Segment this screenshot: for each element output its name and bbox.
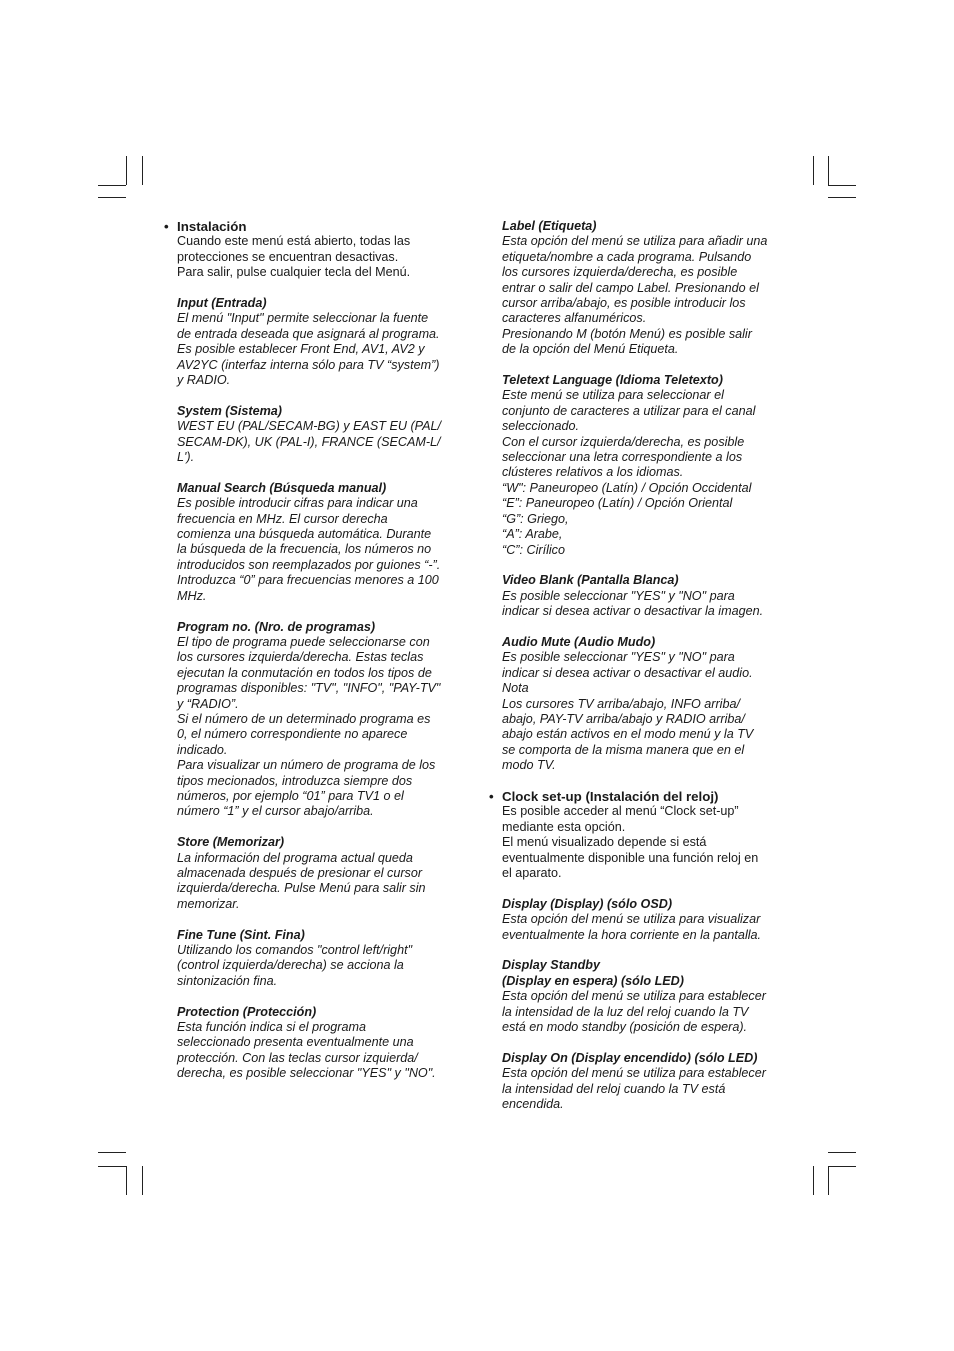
text-line: comienza una búsqueda automática. Durante <box>177 527 432 542</box>
text-line: indicado. <box>177 742 228 757</box>
text-line: programas disponibles: "TV", "INFO", "PAY-TV" <box>177 681 441 696</box>
item-body-fine-tune <box>177 943 474 989</box>
text-line: memorizar. <box>177 896 240 911</box>
text-line: la intensidad del reloj cuando la TV está <box>502 1081 726 1096</box>
item-title-display-standby <box>502 958 804 989</box>
text-line: AV2YC (interfaz interna sólo para TV “system”) <box>177 357 440 372</box>
item-body-teletext-language <box>502 388 804 557</box>
text-line: Introduzca “0” para frecuencias menores a 100 <box>177 573 439 588</box>
text-line: indicar si desea activar o desactivar el audio. <box>502 665 753 680</box>
item-body-system <box>177 419 474 465</box>
text-line: seleccionado presenta eventualmente una <box>177 1035 414 1050</box>
text-line: número “1” y el cursor abajo/arriba. <box>177 804 374 819</box>
text-line: “G”: Griego, <box>502 511 569 526</box>
text-line: El menú visualizado depende si está <box>502 835 707 850</box>
text-line: Esta opción del menú se utiliza para establecer <box>502 989 766 1004</box>
text-line: Es posible acceder al menú “Clock set-up” <box>502 804 739 819</box>
text-line: 0, el número correspondiente no aparece <box>177 727 408 742</box>
item-title-system: System (Sistema) <box>177 403 282 418</box>
item-title-label: Label (Etiqueta) <box>502 219 597 233</box>
text-line: eventualmente disponible una función reloj en <box>502 850 759 865</box>
item-title-store: Store (Memorizar) <box>177 835 285 850</box>
text-line: Display (Display) (sólo OSD) <box>502 896 673 911</box>
text-line: Para salir, pulse cualquier tecla del Menú. <box>177 265 411 280</box>
text-line: cursor arriba/abajo, es posible introducir los <box>502 296 746 311</box>
text-line: caracteres alfanuméricos. <box>502 311 647 326</box>
text-line: “W": Paneuropeo (Latín) / Opción Occidental <box>502 480 752 495</box>
text-line: abajo están activos en el modo menú y la TV <box>502 727 754 742</box>
text-line: Esta opción del menú se utiliza para visualizar <box>502 912 761 927</box>
text-line: está en modo standby (posición de espera). <box>502 1020 748 1035</box>
section-body <box>489 804 804 1112</box>
text-line: derecha, es posible seleccionar "YES" y "NO". <box>177 1066 436 1081</box>
text-line: números, por ejemplo “01” para TV1 o el <box>177 788 404 803</box>
text-line: (Display en espera) (sólo LED) <box>502 973 684 988</box>
text-line: la búsqueda de la frecuencia, los números no <box>177 542 432 557</box>
text-line: sintonización fina. <box>177 973 278 988</box>
text-line: Utilizando los comandos "control left/right" <box>177 943 413 957</box>
item-title-input: Input (Entrada) <box>177 296 267 311</box>
text-line: Es posible establecer Front End, AV1, AV2 y <box>177 342 425 357</box>
crop-mark <box>828 185 856 186</box>
text-line: tipos mecionados, introduzca siempre dos <box>177 773 413 788</box>
text-line: Esta opción del menú se utiliza para establecer <box>502 1066 766 1081</box>
text-line: protecciones se encuentran desactivas. <box>177 249 399 264</box>
text-line: Cuando este menú está abierto, todas las <box>177 234 411 249</box>
text-line: y RADIO. <box>177 373 231 388</box>
text-line: el aparato. <box>502 866 562 880</box>
item-body-protection <box>177 1020 474 1082</box>
text-line: de entrada deseada que asignará al programa. <box>177 326 440 341</box>
text-line: modo TV. <box>502 758 556 773</box>
text-line: “E”: Paneuropeo (Latín) / Opción Oriental <box>502 496 733 511</box>
text-line: Los cursores TV arriba/abajo, INFO arriba/ <box>502 696 740 711</box>
text-line: conjunto de caracteres a utilizar para el canal <box>502 403 756 418</box>
text-line: Si el número de un determinado programa es <box>177 711 431 726</box>
crop-mark <box>828 1152 856 1153</box>
item-body-display-osd <box>502 912 804 943</box>
text-line: “A”: Arabe, <box>502 527 563 542</box>
crop-mark <box>828 156 829 185</box>
item-body-label <box>502 234 804 357</box>
text-line: indicar si desea activar o desactivar la imagen. <box>502 604 764 619</box>
text-line: y “RADIO”. <box>177 696 239 711</box>
text-line: Display On (Display encendido) (sólo LED) <box>502 1050 758 1065</box>
text-line: SECAM-DK), UK (PAL-I), FRANCE (SECAM-L/ <box>177 434 441 449</box>
text-line: almacenada después de presionar el cursor <box>177 865 423 880</box>
crop-mark <box>828 197 856 198</box>
item-title-display-on <box>502 1051 804 1066</box>
text-line: Nota <box>502 681 529 696</box>
text-line: Esta función indica si el programa <box>177 1020 367 1035</box>
text-line: entrar o salir del campo Label. Presionando el <box>502 280 759 295</box>
text-line: El tipo de programa puede seleccionarse con <box>177 634 430 649</box>
text-line: clústeres relativos a los idiomas. <box>502 465 684 480</box>
crop-mark <box>142 1166 143 1195</box>
left-column <box>164 219 474 1082</box>
text-line: eventualmente la hora corriente en la pantalla. <box>502 927 762 942</box>
crop-mark <box>98 1152 126 1153</box>
item-title-audio-mute: Audio Mute (Audio Mudo) <box>502 634 656 649</box>
text-line: La información del programa actual queda <box>177 850 413 865</box>
item-title-video-blank: Video Blank (Pantalla Blanca) <box>502 573 679 588</box>
text-line: los cursores izquierda/derecha, es posible <box>502 265 738 280</box>
right-top-items <box>489 219 804 789</box>
text-line: Presionando M (botón Menú) es posible salir <box>502 326 752 341</box>
text-line: izquierda/derecha. Pulse Menú para salir sin <box>177 881 426 896</box>
crop-mark <box>126 156 127 185</box>
text-line: protección. Con las teclas cursor izquierda/ <box>177 1050 418 1065</box>
crop-mark <box>828 1166 829 1195</box>
text-line: “C”: Cirílico <box>502 542 565 557</box>
text-line: Esta opción del menú se utiliza para añadir una <box>502 234 768 249</box>
crop-mark <box>98 1166 126 1167</box>
crop-mark <box>98 185 126 186</box>
text-line: Para visualizar un número de programa de los <box>177 758 436 773</box>
item-title-fine-tune: Fine Tune (Sint. Fina) <box>177 927 305 942</box>
text-line: seleccionado. <box>502 419 580 434</box>
text-line: Este menú se utiliza para seleccionar el <box>502 388 724 403</box>
text-line: Es posible seleccionar "YES" y "NO" para <box>502 588 735 603</box>
item-body-display-standby <box>502 989 804 1035</box>
text-line: frecuencia en MHz. El cursor derecha <box>177 511 388 526</box>
crop-mark <box>98 197 126 198</box>
crop-mark <box>142 156 143 185</box>
text-line: de la opción del Menú Etiqueta. <box>502 342 679 357</box>
item-title-protection: Protection (Protección) <box>177 1004 317 1019</box>
crop-mark <box>813 156 814 185</box>
text-line: encendida. <box>502 1097 564 1112</box>
section-intro <box>502 804 804 881</box>
item-body-video-blank <box>502 589 804 620</box>
item-body-manual-search <box>177 496 474 604</box>
text-line: los cursores izquierda/derecha. Estas teclas <box>177 650 424 665</box>
text-line: etiqueta/nombre a cada programa. Pulsando <box>502 249 752 264</box>
text-line: abajo, PAY-TV arriba/abajo y RADIO arriba/ <box>502 711 745 726</box>
text-line: (control izquierda/derecha) se acciona la <box>177 958 404 973</box>
text-line: MHz. <box>177 588 207 603</box>
text-line: Es posible seleccionar "YES" y "NO" para <box>502 650 735 665</box>
text-line: introducidos son reemplazados por guiones “-”. <box>177 557 441 572</box>
right-column <box>489 219 804 1112</box>
item-body-display-on <box>502 1066 804 1112</box>
text-line: mediante esta opción. <box>502 819 626 834</box>
crop-mark <box>813 1166 814 1195</box>
section-heading-clock-setup: • Clock set-up (Instalación del reloj) <box>489 789 804 804</box>
section-intro <box>177 234 474 280</box>
crop-mark <box>126 1166 127 1195</box>
text-line: Display Standby <box>502 958 600 973</box>
text-line: WEST EU (PAL/SECAM-BG) y EAST EU (PAL/ <box>177 419 442 434</box>
item-body-audio-mute <box>502 650 804 773</box>
item-title-teletext-language: Teletext Language (Idioma Teletexto) <box>502 373 723 388</box>
text-line: L'). <box>177 450 195 465</box>
text-line: la intensidad de la luz del reloj cuando la TV <box>502 1004 749 1019</box>
item-body-store <box>177 851 474 913</box>
text-line: El menú "Input" permite seleccionar la fuente <box>177 311 429 326</box>
text-line: Con el cursor izquierda/derecha, es posible <box>502 434 745 449</box>
text-line: se comporta de la misma manera que en el <box>502 742 745 757</box>
crop-mark <box>828 1166 856 1167</box>
item-title-manual-search: Manual Search (Búsqueda manual) <box>177 480 387 495</box>
item-body-program-no <box>177 635 474 820</box>
section-body <box>164 234 474 1081</box>
item-title-display-osd <box>502 897 804 912</box>
section-heading-instalacion: • Instalación <box>164 219 474 234</box>
text-line: seleccionar una letra correspondiente a los <box>502 450 743 465</box>
item-title-program-no: Program no. (Nro. de programas) <box>177 619 376 634</box>
item-body-input <box>177 311 474 388</box>
text-line: Es posible introducir cifras para indicar una <box>177 496 418 511</box>
text-line: ejecutan la conmutación en todos los tipos de <box>177 665 432 680</box>
